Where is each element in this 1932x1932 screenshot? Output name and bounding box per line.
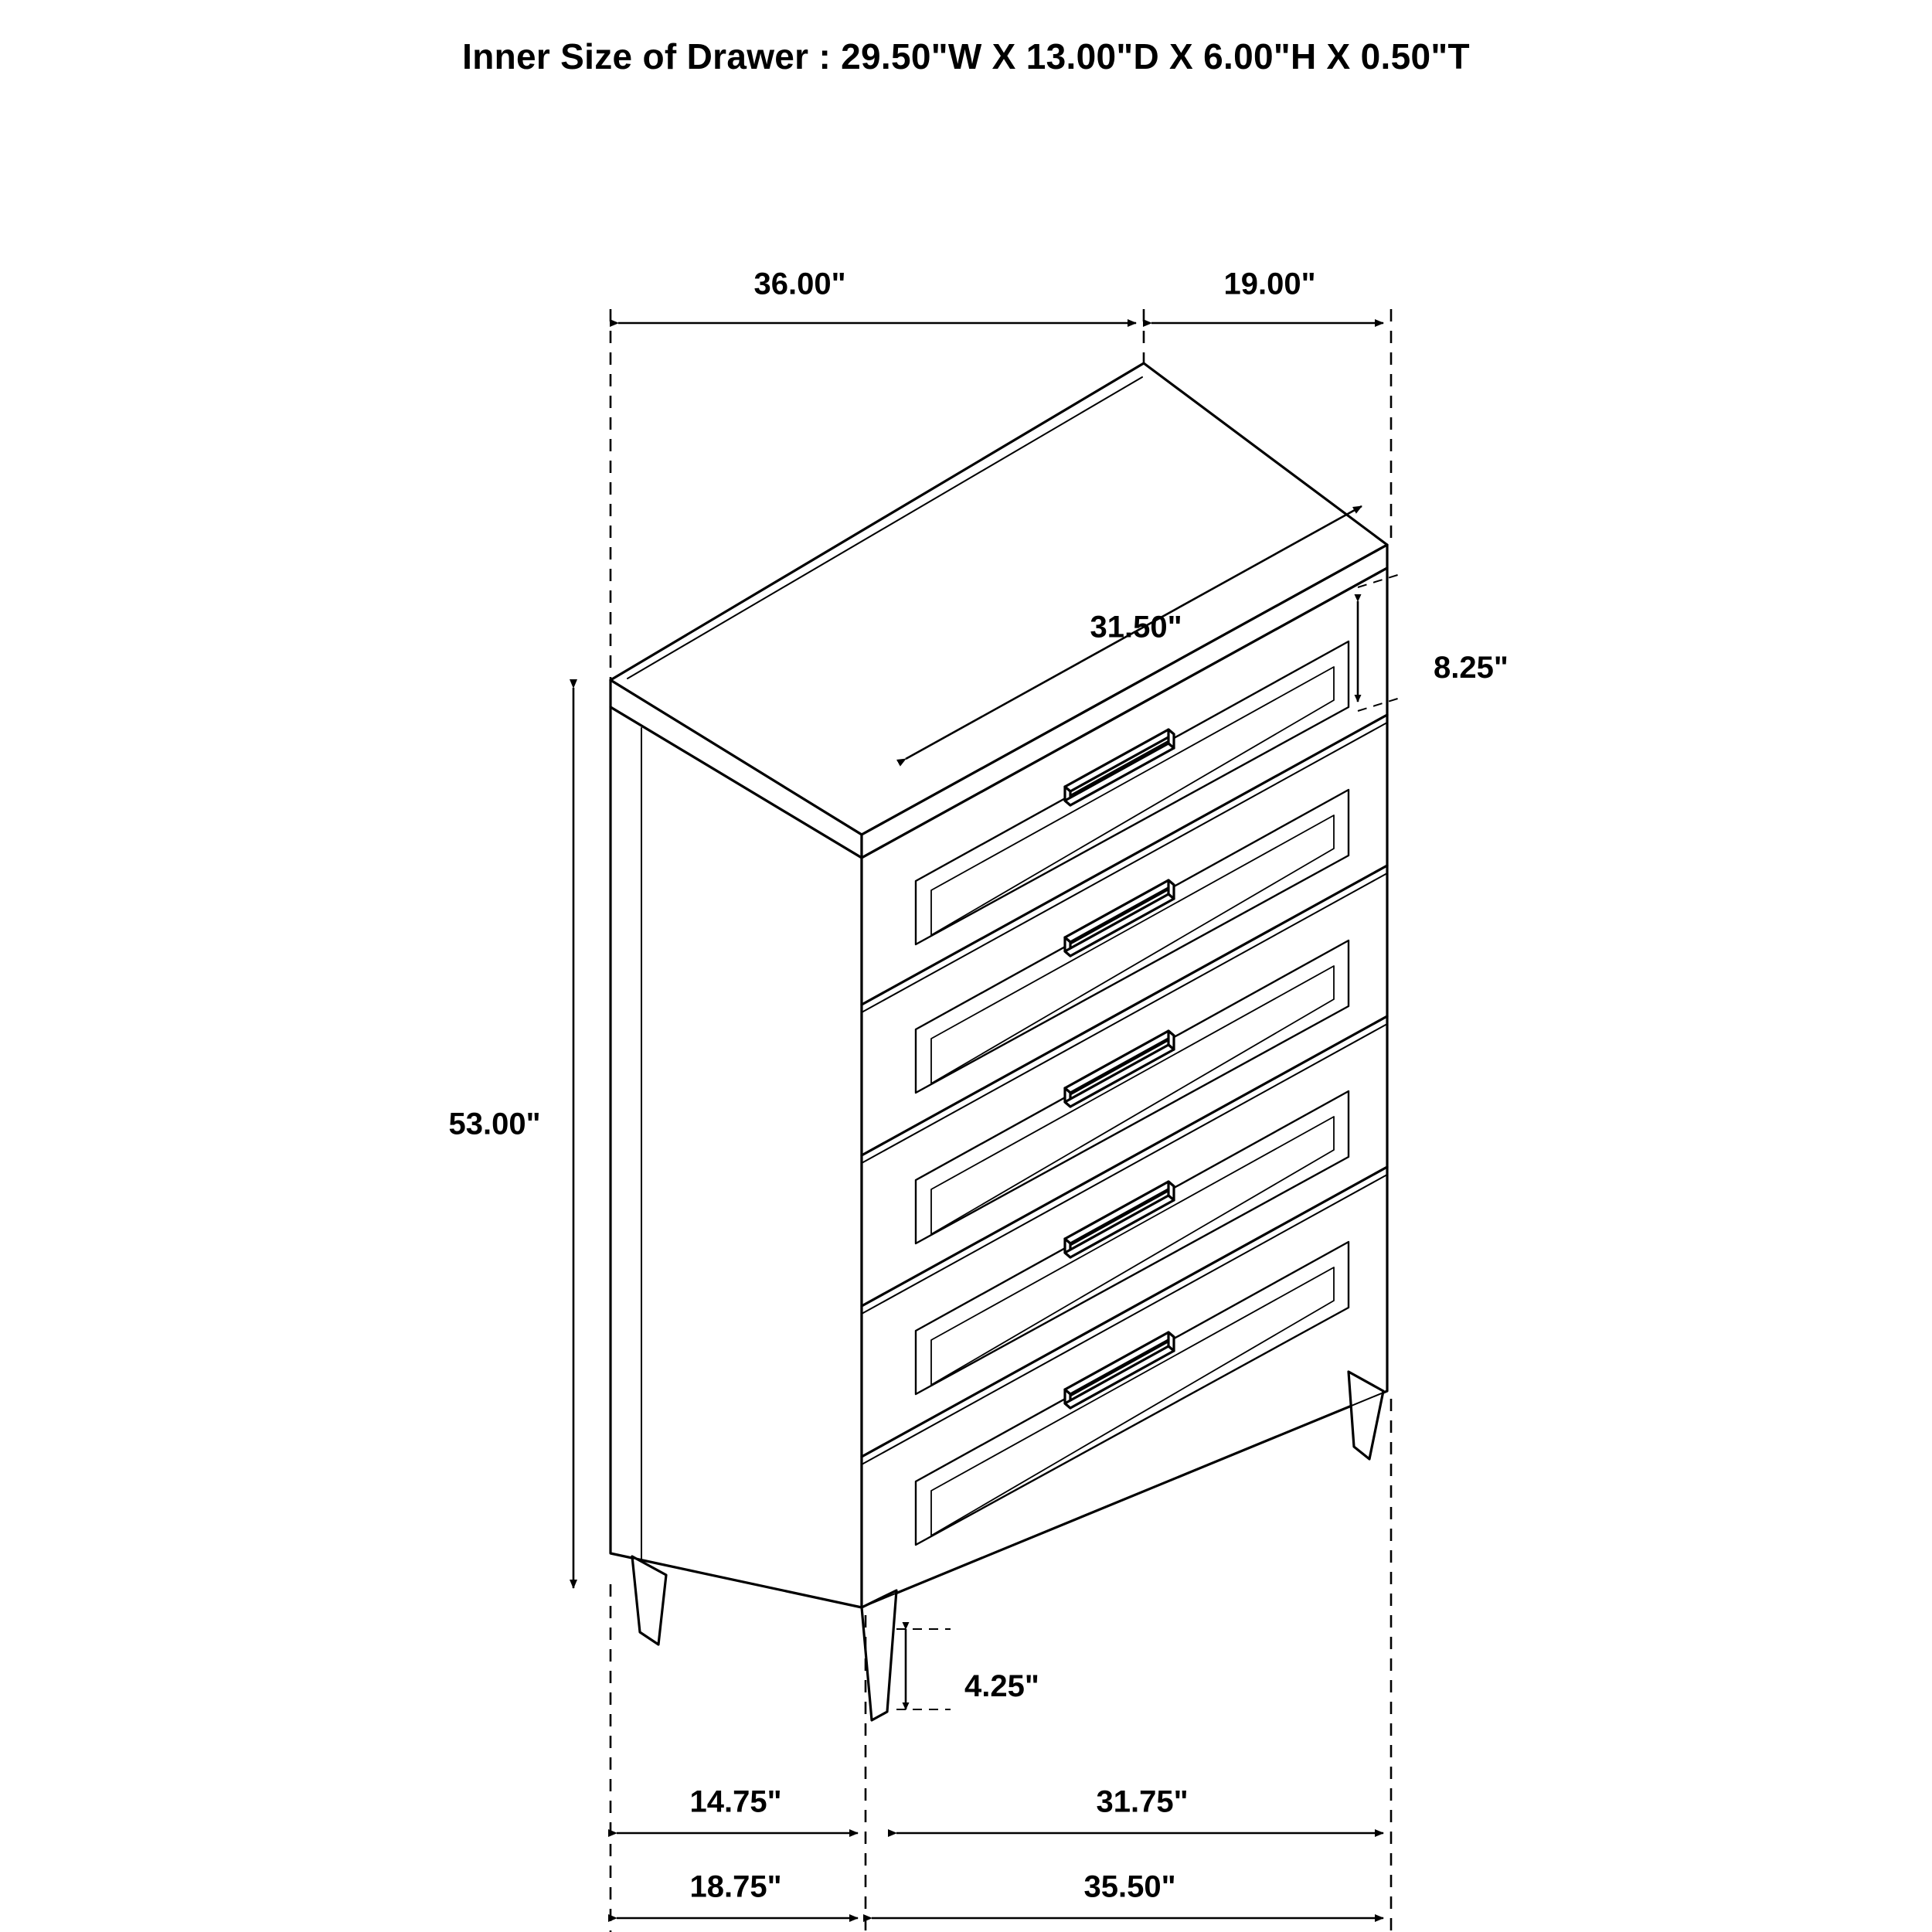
dimension-label-top-depth: 19.00" [1223,267,1316,301]
dimension-label-drawer-front-height: 8.25" [1434,651,1509,685]
dimension-label-side-depth-upper: 14.75" [689,1784,782,1819]
dimension-label-front-width-upper: 31.75" [1096,1784,1189,1819]
chest-body [611,363,1387,1720]
dimension-label-drawer-front-width: 31.50" [1090,610,1182,645]
page-title: Inner Size of Drawer : 29.50"W X 13.00"D X 6.00"H X 0.50"T [462,36,1470,77]
dimension-label-side-depth-lower: 18.75" [689,1869,782,1904]
chest-leg-front [862,1590,896,1720]
dimension-label-leg-height: 4.25" [964,1669,1039,1703]
dimension-label-top-width: 36.00" [753,267,846,301]
dimension-label-front-width-lower: 35.50" [1083,1869,1176,1904]
dimension-label-overall-height: 53.00" [448,1107,541,1141]
chest-leg-left-rear [632,1556,666,1645]
chest-left-side-panel [611,707,862,1607]
